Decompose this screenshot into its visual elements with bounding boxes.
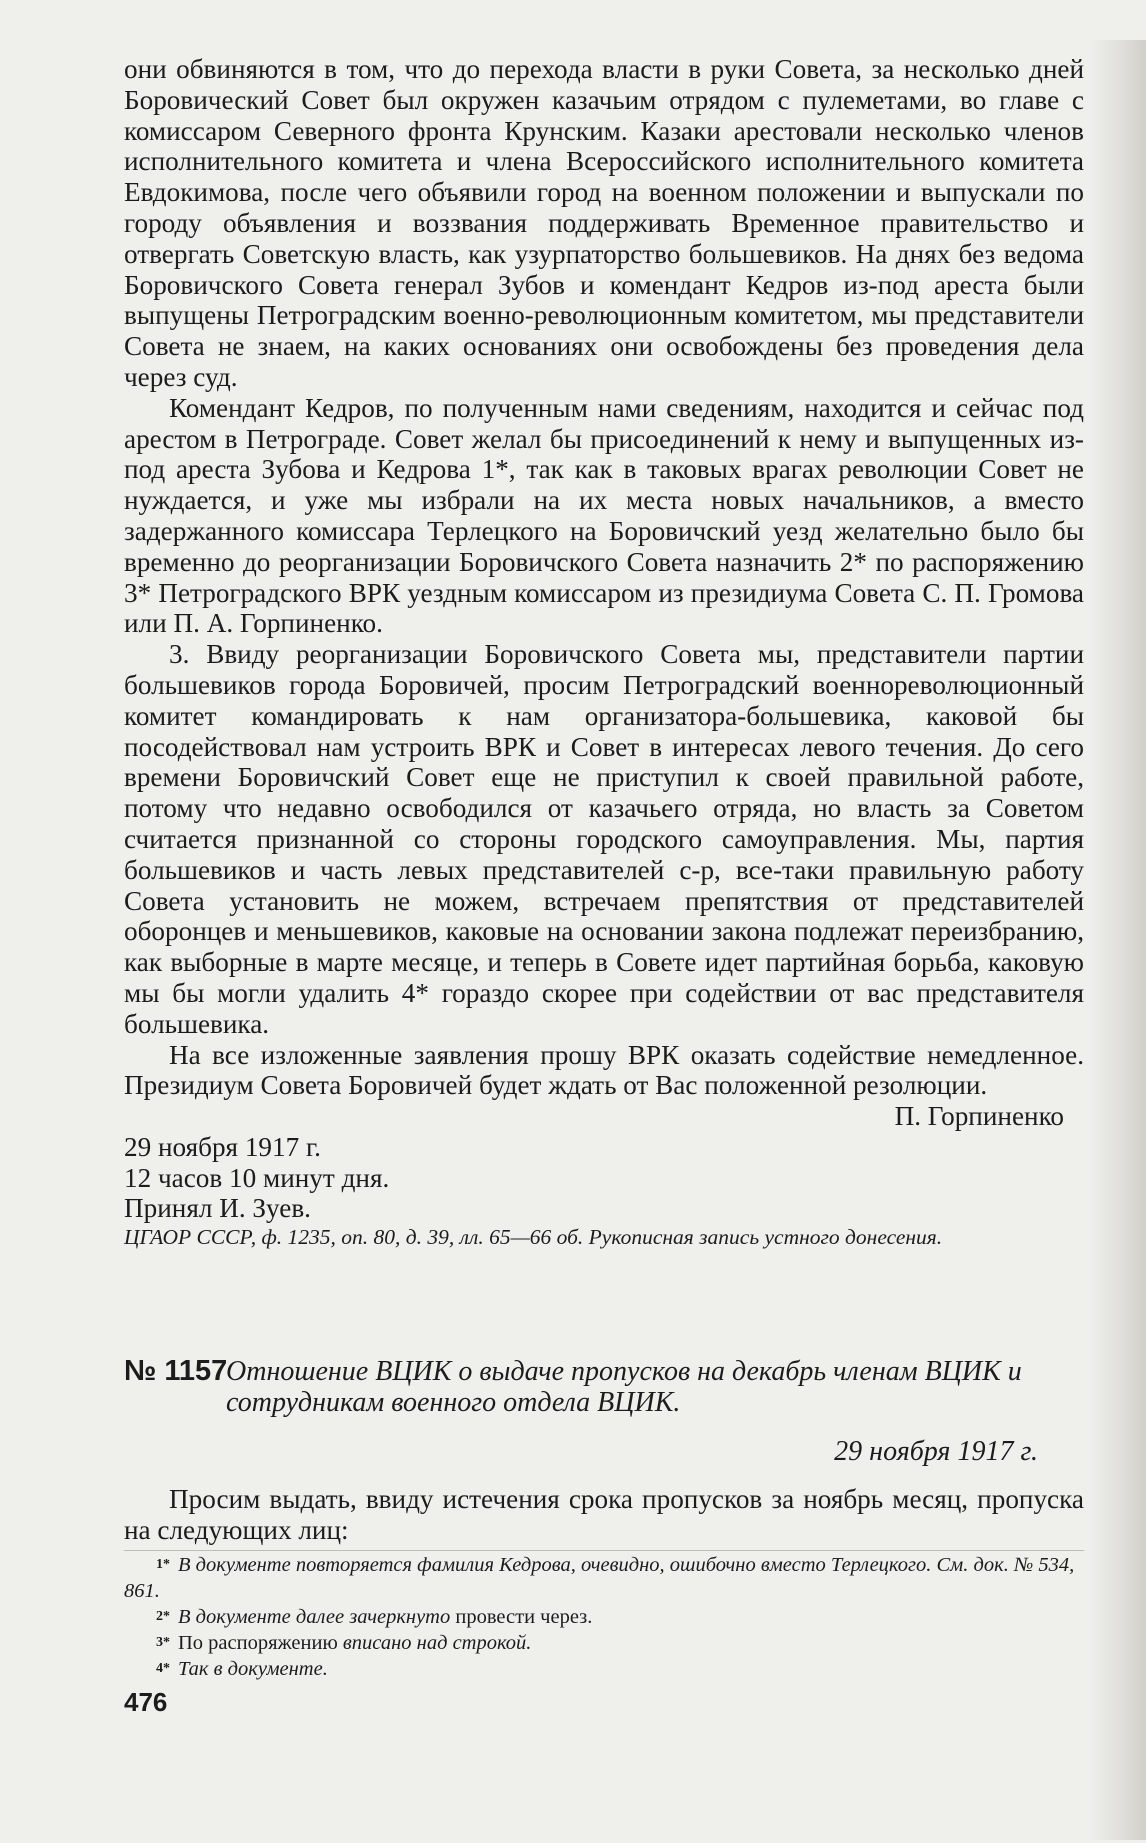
footnote-mark: 4* [156,1661,170,1676]
footnote-text: В документе повторяется фамилия Кедрова, очевидно, ошибочно вместо Терлецкого. См. док. № 534, 861. [124,1554,1075,1602]
archive-source-note: ЦГАОР СССР, ф. 1235, оп. 80, д. 39, лл. 65—66 об. Рукописная запись устного донесения. [124,1225,943,1250]
document-title: Отношение ВЦИК о выдаче пропусков на декабрь членам ВЦИК и сотрудникам военного отдела ВЦИК. [226,1356,1022,1418]
footnote-text-italic: В документе далее зачеркнуто [178,1606,451,1628]
footnote-3 [124,1630,1084,1656]
footnote-text-italic: вписано над строкой. [342,1632,532,1654]
signature: П. Горпиненко [894,1101,1064,1132]
footnote-text: Так в документе. [178,1658,328,1680]
document-date: 29 ноября 1917 г. [834,1436,1038,1467]
document-body [124,54,1084,1251]
footnote-divider [124,1550,1084,1551]
body-paragraph-1: они обвиняются в том, что до перехода власти в руки Совета, за несколько дней Боровический Совет был окружен казачьим отрядом с пулеметами, во главе с комиссаром Северного фронта Крунским. Казаки арестовали несколько членов исполнительного комитета и члена Всероссийского исполнительного комитета Евдокимова, после чего объявили город на военном положении и выпускали по городу объявления и воззвания поддерживать Временное правительство и отвергать Советскую власть, как узурпаторство большевиков. На днях без ведома Боровичского Совета генерал Зубов и комендант Кедров из-под ареста были выпущены Петроградским военно-революционным комитетом, мы представители Совета не знаем, на каких основаниях они освобождены без проведения дела через суд. [124,54,1084,392]
footnote-mark: 2* [156,1609,170,1624]
date-line-3: Принял И. Зуев. [124,1193,311,1224]
request-text [124,1484,1084,1546]
date-line-2: 12 часов 10 минут дня. [124,1162,390,1193]
footnote-2 [124,1604,1084,1630]
footnote-mark: 3* [156,1635,170,1650]
document-number: № 1157 [124,1355,228,1387]
body-paragraph-2: Комендант Кедров, по полученным нами сведениям, находится и сейчас под арестом в Петрограде. Совет желал бы присоединений к нему и выпущенных из-под ареста Зубова и Кедрова 1*, так как в таковых врагах революции Совет не нуждается, и уже мы избрали на их места новых начальников, а вместо задержанного комиссара Терлецкого на Боровичский уезд желательно было бы временно до реорганизации Боровичского Совета назначить 2* по распоряжению 3* Петроградского ВРК уездным комиссаром из президиума Совета С. П. Громова или П. А. Горпиненко. [124,392,1084,639]
page-edge-shadow [1090,40,1146,1840]
body-paragraph-3: 3. Ввиду реорганизации Боровичского Совета мы, представители партии большевиков города Боровичей, просим Петроградский военнореволюционный комитет командировать к нам организатора-большевика, каковой бы посодействовал нам устроить ВРК и Совет в интересах левого течения. До сего времени Боровичский Совет еще не приступил к своей правильной работе, потому что недавно освободился от казачьего отряда, но власть за Советом считается признанной со стороны городского самоуправления. Мы, партия большевиков и часть левых представителей с-р, все-таки правильную работу Совета установить не можем, встречаем препятствия от представителей оборонцев и меньшевиков, каковые на основании закона подлежат переизбранию, как выборные в марте месяце, и теперь в Совете идет партийная борьба, каковую мы бы могли удалить 4* гораздо скорее при содействии от вас представителя большевика. [124,639,1084,1039]
footnote-mark: 1* [156,1557,170,1572]
footnote-4 [124,1656,1084,1682]
footnotes [124,1552,1084,1682]
footnote-text-plain: По распоряжению [178,1632,343,1654]
footnote-1 [124,1552,1084,1604]
body-paragraph-4: На все изложенные заявления прошу ВРК оказать содействие немедленное. Президиум Совета Боровичей будет ждать от Вас положенной резолюции. [124,1039,1084,1101]
footnote-text-plain: провести через. [450,1606,593,1628]
date-line-1: 29 ноября 1917 г. [124,1131,321,1162]
request-paragraph: Просим выдать, ввиду истечения срока пропусков за ноябрь месяц, пропуска на следующих лиц: [124,1484,1084,1545]
page-number: 476 [124,1687,168,1717]
date-block [124,1132,1084,1224]
